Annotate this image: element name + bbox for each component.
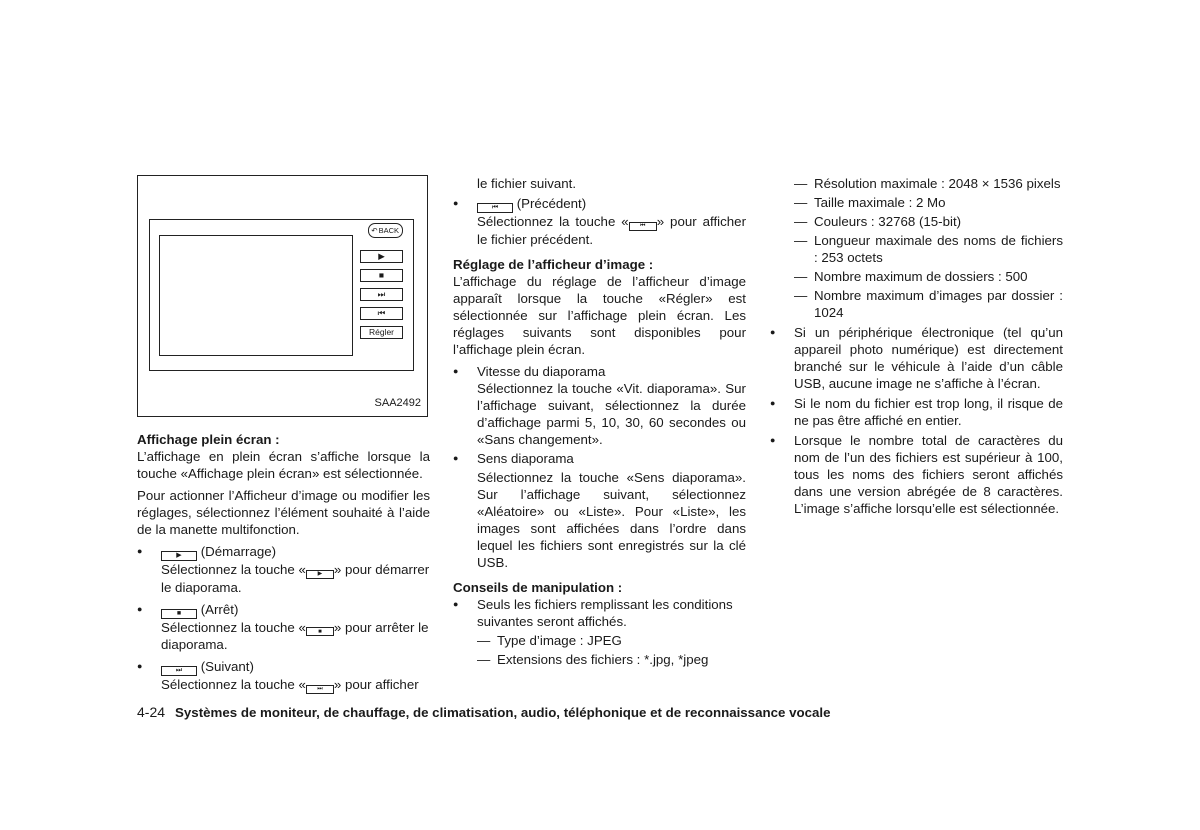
next-icon: ⏭ bbox=[377, 289, 386, 299]
list-item bbox=[453, 195, 746, 213]
text: Sélectionnez la touche « bbox=[161, 677, 306, 692]
previous-button[interactable] bbox=[360, 307, 403, 320]
item-description bbox=[137, 561, 430, 596]
back-button[interactable] bbox=[368, 223, 403, 238]
text: » pour arrêter le diaporama. bbox=[161, 619, 429, 652]
stop-key-icon: ■ bbox=[161, 609, 197, 619]
dash-text: Résolution maximale : 2048 × 1536 pixels bbox=[814, 176, 1061, 191]
list-item: ● Lorsque le nombre total de caractères du nom de l’un des fichiers est supérieur à 100, tous les noms des fichiers seront affichés dans une version abrégée de 8 caractères. L’image s’affiche lorsqu’elle est sélectionnée. bbox=[770, 432, 1063, 517]
paragraph: Pour actionner l’Afficheur d’image ou modifier les réglages, sélectionnez l’élément souhaité à l’aide de la manette multifonction. bbox=[137, 488, 430, 537]
dash-list bbox=[453, 632, 746, 668]
dash-mark: — bbox=[794, 288, 808, 303]
dash-text: Nombre maximum d’images par dossier : 1024 bbox=[814, 288, 1063, 320]
settings-label: Régler bbox=[368, 327, 395, 337]
list-item bbox=[137, 601, 430, 619]
heading-tips: Conseils de manipulation : bbox=[453, 579, 623, 595]
item-description bbox=[137, 676, 430, 694]
list-item bbox=[137, 543, 430, 561]
back-arrow-icon: ↶ bbox=[371, 225, 378, 235]
item-name: (Démarrage) bbox=[200, 544, 277, 559]
dash-text: Couleurs : 32768 (15-bit) bbox=[814, 214, 962, 229]
page-number: 4-24 bbox=[137, 704, 166, 720]
section-title: Systèmes de moniteur, de chauffage, de climatisation, audio, téléphonique et de reconnaissance vocale bbox=[175, 705, 831, 720]
dash-mark: — bbox=[794, 214, 808, 229]
dash-mark: — bbox=[477, 651, 491, 667]
dash-item bbox=[770, 268, 1063, 285]
previous-icon: ⏮ bbox=[377, 308, 386, 318]
display-screen bbox=[149, 219, 414, 371]
paragraph: L’affichage en plein écran s’affiche lorsque la touche «Affichage plein écran» est sélectionnée. bbox=[137, 449, 430, 481]
dash-mark: — bbox=[794, 176, 808, 191]
continued-text: le fichier suivant. bbox=[477, 176, 577, 191]
dash-item bbox=[477, 632, 746, 649]
dash-mark: — bbox=[794, 233, 808, 248]
paragraph: L’affichage du réglage de l’afficheur d’image apparaît lorsque la touche «Régler» est sélectionnée sur l’affichage plein écran. Les réglages suivants sont disponibles pour l’affichage plein écran. bbox=[453, 273, 746, 357]
column-1 bbox=[137, 175, 430, 694]
dash-item bbox=[770, 175, 1063, 192]
dash-item bbox=[770, 287, 1063, 321]
figure-image-viewer bbox=[137, 175, 428, 417]
item-name: (Précédent) bbox=[516, 196, 587, 211]
play-icon: ▶ bbox=[378, 251, 385, 261]
dash-item bbox=[770, 194, 1063, 211]
text: Sélectionnez la touche « bbox=[477, 214, 629, 229]
dash-item bbox=[770, 213, 1063, 230]
item-description bbox=[137, 619, 430, 654]
heading-settings: Réglage de l’afficheur d’image : bbox=[453, 256, 654, 272]
list-item: ● Seuls les fichiers remplissant les conditions suivantes seront affichés. bbox=[453, 596, 746, 630]
page-footer bbox=[137, 704, 830, 720]
next-key-icon: ⏭ bbox=[161, 666, 197, 676]
list-item: ● Si un périphérique électronique (tel qu’un appareil photo numérique) est directement branché sur le véhicule à l’aide d’un câble USB, aucune image ne s’affiche à l’écran. bbox=[770, 324, 1063, 392]
play-key-icon: ▶ bbox=[306, 570, 334, 579]
play-button[interactable] bbox=[360, 250, 403, 263]
item-name: (Suivant) bbox=[200, 659, 254, 674]
stop-key-icon: ■ bbox=[306, 627, 334, 636]
settings-button[interactable] bbox=[360, 326, 403, 339]
dash-mark: — bbox=[794, 195, 808, 210]
list-item: ● Si le nom du fichier est trop long, il risque de ne pas être affiché en entier. bbox=[770, 395, 1063, 429]
item-name: (Arrêt) bbox=[200, 601, 239, 617]
image-area bbox=[159, 235, 353, 356]
back-label: BACK bbox=[378, 225, 399, 235]
dash-item bbox=[477, 651, 746, 668]
previous-key-icon: ⏮ bbox=[629, 222, 657, 231]
text: Sélectionnez la touche « bbox=[161, 562, 306, 577]
dash-item bbox=[770, 232, 1063, 266]
dash-mark: — bbox=[794, 269, 808, 284]
heading-full-screen: Affichage plein écran : bbox=[137, 432, 280, 447]
figure-code: SAA2492 bbox=[374, 397, 421, 409]
list-item bbox=[137, 658, 430, 676]
stop-icon: ■ bbox=[378, 270, 385, 280]
next-key-icon: ⏭ bbox=[306, 685, 334, 694]
item-description: Sélectionnez la touche «Sens diaporama». Sur l’affichage suivant, sélectionnez «Aléatoire» ou «Liste». Pour «Liste», les images sont affichées dans l’ordre dans lequel les fichiers sont enregistrés sur la clé USB. bbox=[477, 469, 746, 570]
previous-key-icon: ⏮ bbox=[477, 203, 513, 213]
text: Sélectionnez la touche « bbox=[161, 619, 306, 635]
text: » pour démarrer le diaporama. bbox=[161, 562, 430, 595]
item-description: Sélectionnez la touche «Vit. diaporama». Sur l’affichage suivant, sélectionnez la durée d’affichage parmi 5, 10, 30, 60 secondes ou «Sans changement». bbox=[477, 380, 746, 447]
list-item: ● Sens diaporama bbox=[453, 450, 746, 467]
next-button[interactable] bbox=[360, 288, 403, 301]
dash-mark: — bbox=[477, 632, 491, 648]
dash-text: Nombre maximum de dossiers : 500 bbox=[814, 269, 1028, 284]
column-2 bbox=[453, 175, 746, 668]
text: » pour afficher bbox=[333, 677, 419, 692]
dash-text: Taille maximale : 2 Mo bbox=[814, 195, 946, 210]
dash-text: Longueur maximale des noms de fichiers : 253 octets bbox=[814, 233, 1063, 265]
list-item: ● Vitesse du diaporama bbox=[453, 363, 746, 380]
item-description bbox=[453, 213, 746, 248]
text: » pour afficher le fichier précédent. bbox=[477, 214, 747, 247]
column-3 bbox=[770, 175, 1063, 517]
stop-button[interactable] bbox=[360, 269, 403, 282]
play-key-icon: ▶ bbox=[161, 551, 197, 561]
dash-text: Type d’image : JPEG bbox=[497, 632, 622, 648]
dash-text: Extensions des fichiers : *.jpg, *jpeg bbox=[497, 651, 709, 667]
